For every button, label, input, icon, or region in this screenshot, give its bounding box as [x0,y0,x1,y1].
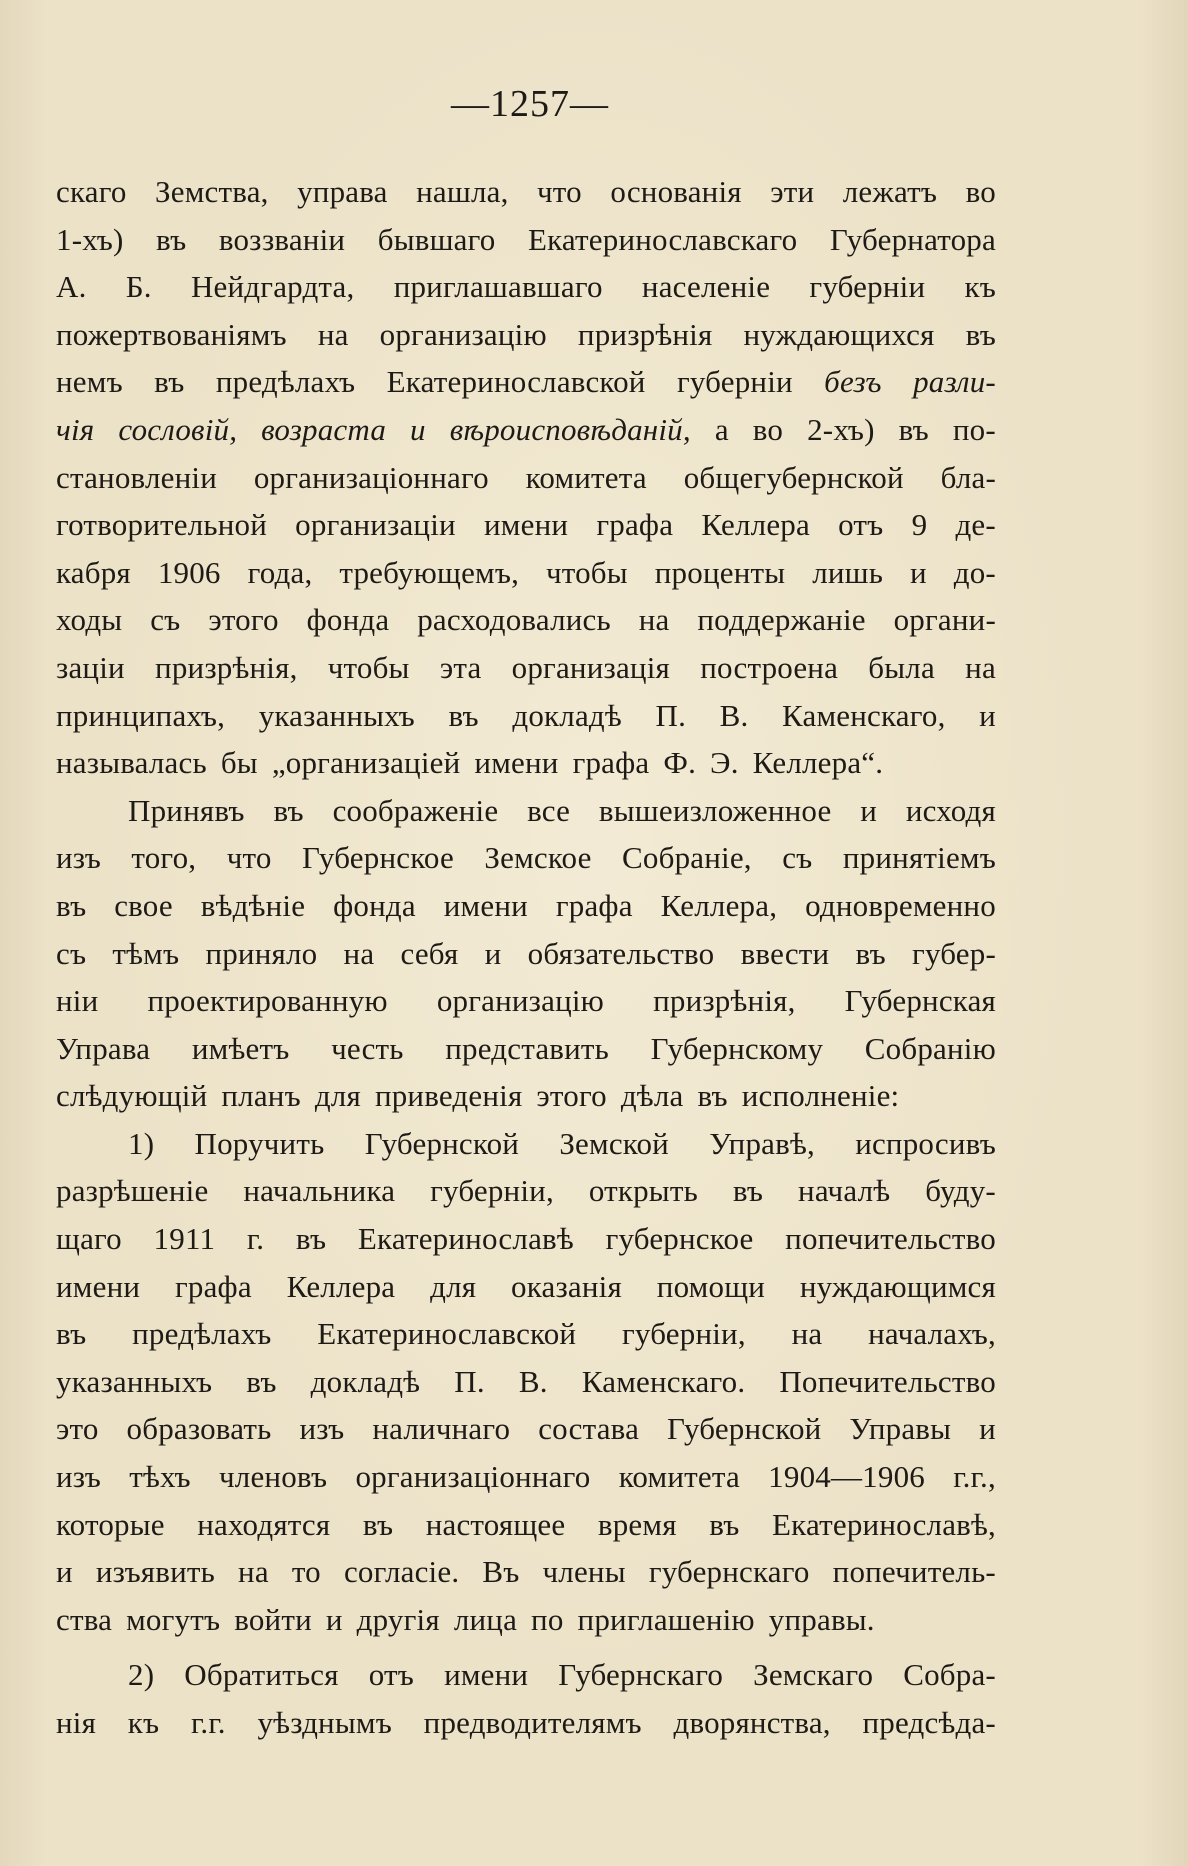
word: въ [965,316,996,352]
word: лишь [812,554,884,590]
word: Губернская [844,983,996,1019]
word: и [979,1411,996,1447]
word: щаго [56,1221,122,1257]
word: имени [56,1268,141,1304]
word: къ [964,269,996,305]
word: организацію [436,983,605,1019]
word: скаго [56,174,127,209]
word: организацію [379,316,547,352]
word: на [638,602,670,638]
text-line [56,263,996,311]
text-line [56,644,996,692]
word: комитета [618,1459,740,1495]
word: что [537,174,582,209]
text-line [56,1651,996,1699]
word: управы. [768,1601,875,1637]
text-line [56,787,996,835]
word: общегубернской [683,459,904,495]
word: честь [331,1030,404,1066]
word: указанныхъ [56,1363,213,1399]
italic-word: возраста [261,411,387,447]
word: на [965,649,996,685]
page-number: —1257— [451,83,609,125]
word: Ф. [663,745,697,781]
word: приведенія [374,1078,523,1114]
word: Губернской [667,1411,822,1447]
word: свое [114,887,173,923]
word: В. [518,1363,548,1399]
word: 9 [911,507,928,543]
word: губерніи, [430,1173,554,1209]
word: графа [596,507,674,543]
text-line [56,1358,996,1406]
italic-word: и [410,411,426,447]
word: бывшаго [377,221,496,257]
word: къ [127,1705,160,1740]
word: чтобы [327,649,410,685]
word: Принявъ [128,792,245,828]
word: немъ [56,364,123,400]
word: 2-хъ) [807,411,875,447]
word: того, [131,840,197,876]
word: становленіи [56,459,217,495]
word: на [343,935,375,971]
word: и [484,935,502,971]
word: Каменскаго, [782,697,946,733]
word: Собранію [864,1030,996,1066]
word: по [531,1601,564,1637]
word: отъ [838,507,884,543]
word: призрѣнія, [653,983,796,1019]
word: которые [56,1506,165,1542]
word: одновременно [805,887,996,923]
word: бла- [940,459,996,495]
word: ства [56,1601,113,1637]
word: Екатеринославской [317,1316,577,1352]
word: имени [443,887,528,923]
word: изъ [56,1459,101,1495]
word: Нейдгардта, [190,269,355,305]
word: на [317,316,349,352]
word: тѣмъ [112,935,180,971]
word: наличнаго [372,1411,511,1447]
word: и [860,792,878,828]
word: пожертвованіямъ [56,316,287,352]
word: во [752,411,784,447]
word: 1911 [153,1221,216,1257]
word: графа [174,1268,252,1304]
word: имени [484,507,569,543]
word: призрѣнія, [155,649,298,685]
word: Губернское [301,840,454,876]
word: нія [56,1705,97,1740]
word: Каменскаго. [581,1363,746,1399]
word: планъ [221,1078,301,1114]
word: лежатъ [842,174,938,209]
word: въ [709,1506,740,1542]
word: г. [246,1221,265,1257]
word: въ [697,1078,728,1114]
word: время [597,1506,677,1542]
word: во [965,174,996,209]
word: исходя [905,792,996,828]
text-line [56,216,996,264]
word: предѣлахъ [215,364,356,400]
word: въ [448,697,479,733]
word: докладѣ [310,1363,421,1399]
text-line [56,930,996,978]
word: открыть [588,1173,698,1209]
word: готворительной [56,507,267,543]
italic-word: сословій, [118,411,238,447]
word: имени [474,745,559,781]
word: года, [247,554,313,590]
word: приняло [205,935,318,971]
word: тѣхъ [129,1459,191,1495]
word: графа [572,745,650,781]
word: представить [445,1030,610,1066]
word: губернское [605,1221,754,1257]
word: этого [208,602,279,638]
word: обязательство [527,935,715,971]
word: находятся [197,1506,331,1542]
word: проектированную [147,983,388,1019]
word: населеніе [641,269,771,305]
word: могутъ [126,1601,221,1637]
word: докладѣ [512,697,622,733]
word: губер- [912,935,996,971]
word: называлась [56,745,207,781]
word: а [714,411,729,447]
word: настоящее [425,1506,566,1542]
text-line [56,1120,996,1168]
word: 2) [128,1657,155,1693]
word: „организаціей [271,745,461,781]
text-line [56,501,996,549]
word: разрѣшеніе [56,1173,209,1209]
word: члены [542,1554,626,1590]
text-line [56,739,996,787]
word: приглашенію [577,1601,755,1637]
word: дѣла [620,1078,684,1114]
word: ніи [56,983,99,1019]
word: А. [56,269,87,305]
word: Управа [56,1030,151,1066]
word: губерніи [809,269,926,305]
word: въ [56,887,87,923]
word: начальника [243,1173,396,1209]
word: войти [234,1601,312,1637]
word: въ [273,792,304,828]
word: фонда [306,602,390,638]
word: съ [150,602,181,638]
word: Поручить [194,1125,325,1161]
word: Въ [482,1554,520,1590]
word: принятіемъ [842,840,996,876]
word: предводителямъ [423,1705,642,1740]
word: въ [56,1316,87,1352]
word: что [226,840,272,876]
word: то [291,1554,321,1590]
word: соображеніе [332,792,499,828]
word: нашла, [416,174,509,209]
word: построена [700,649,839,685]
word: Екатеринославѣ [357,1221,574,1257]
word: губернскаго [648,1554,810,1590]
body-text [56,168,996,1747]
word: Губернатора [829,221,996,257]
word: Попечительство [779,1363,996,1399]
word: изъ [56,840,101,876]
word: въ [295,1221,327,1257]
word: принципахъ, [56,697,226,733]
word: 1) [128,1125,155,1161]
text-line [56,1596,996,1644]
word: согласіе. [343,1554,460,1590]
word: предсѣда- [862,1705,996,1740]
word: и [910,554,927,590]
word: изъявить [95,1554,215,1590]
word: организаціоннаго [253,459,489,495]
word: Губернской [364,1125,520,1161]
text-line [56,1405,996,1453]
word: чтобы [545,554,628,590]
text-line [56,1167,996,1215]
word: поддержаніе [697,602,866,638]
word: вѣдѣніе [200,887,306,923]
text-line [56,1453,996,1501]
text-line [56,834,996,882]
word: до- [953,554,996,590]
word: ввести [740,935,830,971]
word: слѣдующій [56,1078,208,1114]
word: Управы [849,1411,952,1447]
word: Земское [484,840,592,876]
word: началахъ, [868,1316,996,1352]
word: Келлера, [660,887,778,923]
italic-word: разли- [913,364,996,400]
word: съ [56,935,87,971]
word: призрѣнія [577,316,713,352]
word: основанія [610,174,742,209]
word: предѣлахъ [132,1316,272,1352]
word: уѣзднымъ [257,1705,392,1740]
word: лица [453,1601,518,1637]
word: Екатеринославскаго [527,221,798,257]
text-line [56,596,996,644]
word: въ [154,364,185,400]
word: Б. [125,269,152,305]
text-line [56,311,996,359]
italic-word: вѣроисповѣданій, [449,411,691,447]
text-line [56,1072,996,1120]
word: себя [400,935,459,971]
word: Келлера“. [752,745,884,781]
text-line [56,1548,996,1596]
word: де- [955,507,996,543]
word: Келлера [701,507,810,543]
word: графа [555,887,633,923]
word: губерніи [676,364,793,400]
word: бы [220,745,258,781]
word: указанныхъ [258,697,415,733]
word: помощи [656,1268,766,1304]
word: членовъ [219,1459,328,1495]
word: оказанія [511,1268,622,1304]
word: образовать [126,1411,272,1447]
word: изъ [299,1411,345,1447]
word: В. [719,697,749,733]
word: на [238,1554,269,1590]
word: дворянства, [673,1705,831,1740]
word: началѣ [798,1173,891,1209]
text-line [56,168,996,216]
word: 1-хъ) [56,221,124,257]
text-line [56,549,996,597]
word: въ [898,411,929,447]
word: все [527,792,571,828]
word: Э. [710,745,739,781]
word: исполненіе: [741,1078,900,1114]
text-line [56,1699,996,1747]
word: для [314,1078,361,1114]
word: была [868,649,935,685]
word: другія [356,1601,440,1637]
text-line [56,1501,996,1549]
word: эта [439,649,482,685]
word: въ [246,1363,277,1399]
word: въ [362,1506,394,1542]
word: имени [444,1657,529,1693]
word: Собраніе, [622,840,752,876]
word: и [325,1601,343,1637]
word: отъ [368,1657,415,1693]
word: Земскаго [753,1657,874,1693]
word: и [979,697,996,733]
word: вышеизложенное [598,792,832,828]
word: комитета [525,459,647,495]
word: Обратиться [184,1657,339,1693]
word: ходы [56,602,123,638]
word: это [56,1411,99,1447]
word: организаціи [295,507,456,543]
text-line [56,1215,996,1263]
word: управа [297,174,388,209]
word: кабря [56,554,131,590]
word: Земства, [155,174,269,209]
word: Екатеринославѣ, [772,1506,996,1542]
word: съ [782,840,813,876]
text-line [56,882,996,930]
word: на [791,1316,823,1352]
word: губерніи, [622,1316,746,1352]
word: и [56,1554,73,1590]
word: Губернскому [650,1030,824,1066]
word: г.г., [953,1459,996,1495]
word: Келлера [286,1268,396,1304]
word: состава [538,1411,640,1447]
text-line [56,1025,996,1073]
text-line [56,454,996,502]
word: проценты [654,554,786,590]
word: по- [952,411,996,447]
word: Губернскаго [558,1657,724,1693]
word: въ [855,935,886,971]
word: 1906 [157,554,221,590]
word: Земской [559,1125,669,1161]
word: Екатеринославской [386,364,646,400]
word: нуждающимся [799,1268,996,1304]
word: 1904—1906 [768,1459,925,1495]
text-line [56,358,996,406]
word: заціи [56,649,125,685]
word: нуждающихся [743,316,935,352]
word: органи- [893,602,996,638]
word: организація [511,649,670,685]
word: въ [732,1173,764,1209]
text-line [56,977,996,1025]
text-line [56,692,996,740]
word: эти [770,174,815,209]
word: попечительство [785,1221,996,1257]
word: испросивъ [855,1125,996,1161]
text-line [56,1263,996,1311]
word: Собра- [903,1657,996,1693]
word: этого [536,1078,607,1114]
word: имѣетъ [191,1030,290,1066]
word: для [430,1268,477,1304]
word: Управѣ, [709,1125,815,1161]
word: приглашавшаго [393,269,603,305]
word: въ [156,221,187,257]
word: расходовались [417,602,611,638]
word: требующемъ, [339,554,520,590]
italic-word: чія [56,411,95,447]
text-line [56,406,996,454]
word: воззваніи [218,221,346,257]
word: г.г. [191,1705,226,1740]
text-line [56,1310,996,1358]
word: организаціоннаго [355,1459,591,1495]
word: буду- [925,1173,996,1209]
word: П. [655,697,687,733]
word: П. [454,1363,485,1399]
italic-word: безъ [824,364,882,400]
word: фонда [333,887,416,923]
word: попечитель- [832,1554,996,1590]
